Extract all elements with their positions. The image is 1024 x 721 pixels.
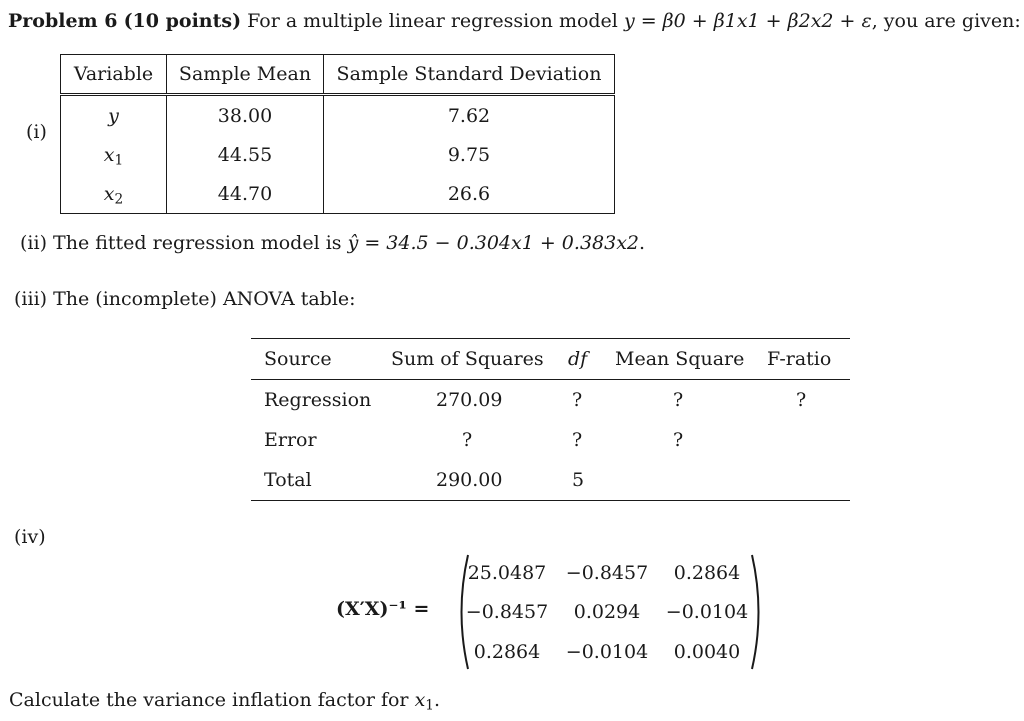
- matrix-cell: 0.2864: [673, 562, 741, 584]
- part-iii-text: The (incomplete) ANOVA table:: [53, 288, 356, 310]
- part-iv-label: (iv): [14, 526, 46, 548]
- variable-cell: y: [61, 95, 167, 136]
- matrix-cell: −0.8457: [465, 601, 549, 623]
- anova-ss: ?: [462, 429, 473, 451]
- mean-cell: 44.55: [167, 135, 324, 174]
- table-row: [61, 95, 615, 136]
- anova-header-df: df: [568, 348, 588, 370]
- question: [9, 689, 441, 714]
- summary-statistics-table: [60, 54, 615, 214]
- variable-cell: $x_2$: [61, 174, 167, 214]
- question-text: Calculate the variance inflation factor for: [9, 689, 409, 711]
- anova-table: [251, 338, 850, 501]
- matrix-cell: 0.0040: [673, 641, 741, 663]
- anova-header-source: Source: [264, 348, 332, 370]
- header-sample-sd: Sample Standard Deviation: [324, 55, 615, 95]
- anova-ss: 290.00: [436, 469, 503, 491]
- anova-header-f: F-ratio: [767, 348, 832, 370]
- header-variable: Variable: [61, 55, 167, 95]
- matrix-cell: −0.8457: [565, 562, 649, 584]
- part-ii-text: The fitted regression model is: [53, 232, 342, 254]
- anova-header-ss: Sum of Squares: [391, 348, 544, 370]
- header-sample-mean: Sample Mean: [167, 55, 324, 95]
- table-row: [251, 420, 850, 460]
- anova-ss: 270.09: [436, 389, 503, 411]
- xtx-inverse-matrix: [460, 553, 760, 671]
- question-period: .: [433, 689, 441, 711]
- matrix-cell: 0.2864: [473, 641, 541, 663]
- anova-source: Error: [264, 429, 317, 451]
- problem-intro: For a multiple linear regression model: [247, 10, 618, 32]
- anova-df: 5: [572, 469, 585, 491]
- matrix-cell: 25.0487: [467, 562, 547, 584]
- problem-label: Problem 6: [8, 10, 118, 32]
- anova-f: ?: [796, 389, 807, 411]
- sd-cell: 9.75: [324, 135, 615, 174]
- problem-statement: [8, 10, 1021, 32]
- part-ii: [20, 232, 645, 254]
- anova-source: Total: [264, 469, 312, 491]
- sd-cell: 7.62: [324, 95, 615, 136]
- part-ii-period: .: [639, 232, 646, 254]
- table-row: [61, 135, 615, 174]
- table-row: [251, 380, 850, 420]
- part-i-label: (i): [26, 121, 47, 143]
- regression-model: y = β0 + β1x1 + β2x2 + ε: [623, 10, 872, 32]
- matrix-cell: 0.0294: [573, 601, 641, 623]
- anova-source: Regression: [264, 389, 372, 411]
- sd-cell: 26.6: [324, 174, 615, 214]
- matrix-cell: −0.0104: [565, 641, 649, 663]
- anova-header-ms: Mean Square: [615, 348, 745, 370]
- table-row: [251, 460, 850, 500]
- question-variable: $x_1$: [414, 689, 434, 714]
- table-header-row: [61, 55, 615, 95]
- problem-points: (10 points): [123, 10, 242, 32]
- mean-cell: 38.00: [167, 95, 324, 136]
- problem-intro-end: , you are given:: [871, 10, 1021, 32]
- anova-df: ?: [572, 429, 583, 451]
- anova-df: ?: [572, 389, 583, 411]
- part-ii-label: (ii): [20, 232, 47, 254]
- variable-cell: $x_1$: [61, 135, 167, 174]
- table-row: [61, 174, 615, 214]
- mean-cell: 44.70: [167, 174, 324, 214]
- anova-bottom-rule: [251, 500, 850, 501]
- anova-header-row: [251, 339, 850, 379]
- part-iii-label: (iii): [14, 288, 48, 310]
- matrix-lhs: (X′X)⁻¹ =: [336, 598, 430, 620]
- fitted-equation: ŷ = 34.5 − 0.304x1 + 0.383x2: [347, 232, 640, 254]
- anova-ms: ?: [673, 389, 684, 411]
- anova-ms: ?: [673, 429, 684, 451]
- part-iii: [14, 288, 356, 310]
- matrix-cell: −0.0104: [665, 601, 749, 623]
